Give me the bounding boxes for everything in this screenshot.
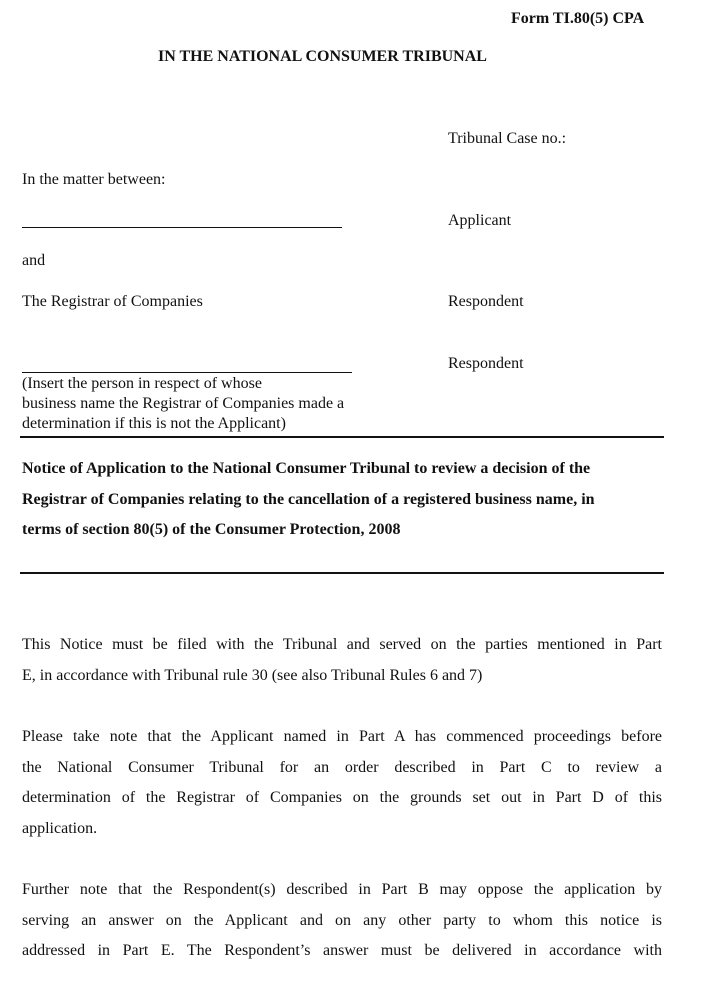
paragraph-line: determination of the Registrar of Companies on the grounds set out in Part D of this (22, 789, 662, 806)
divider-top (20, 436, 664, 438)
paragraph-line: This Notice must be filed with the Tribunal and served on the parties mentioned in Part (22, 636, 662, 653)
paragraph-line: Please take note that the Applicant named in Part A has commenced proceedings before (22, 728, 662, 745)
notice-title (22, 454, 664, 546)
notice-title-line: Notice of Application to the National Consumer Tribunal to review a decision of the (22, 460, 591, 477)
case-number-label: Tribunal Case no.: (448, 130, 567, 147)
paragraph-line: serving an answer on the Applicant and on any other party to whom this notice is (22, 911, 662, 929)
instruction-line: determination if this is not the Applicant) (22, 415, 286, 432)
paragraph-line: application. (22, 819, 98, 837)
instruction-line: (Insert the person in respect of whose (22, 375, 262, 392)
respondent-label: Respondent (448, 293, 524, 310)
paragraph-line: addressed in Part E. The Respondent’s answer must be delivered in accordance with (22, 942, 662, 959)
form-code: Form TI.80(5) CPA (511, 10, 645, 27)
and-label: and (22, 252, 46, 269)
applicant-name-line (22, 227, 342, 228)
divider-bottom (20, 572, 664, 574)
instruction-line: business name the Registrar of Companies made a (22, 395, 345, 412)
paragraph-line: E, in accordance with Tribunal rule 30 (see also Tribunal Rules 6 and 7) (22, 666, 483, 684)
court-title: IN THE NATIONAL CONSUMER TRIBUNAL (158, 48, 487, 65)
filing-instructions-paragraph (22, 630, 662, 691)
paragraph-line: the National Consumer Tribunal for an order described in Part C to review a (22, 758, 662, 776)
proceedings-paragraph (22, 722, 662, 844)
applicant-label: Applicant (448, 212, 512, 229)
second-respondent-label: Respondent (448, 355, 524, 372)
respondent-name: The Registrar of Companies (22, 293, 203, 310)
second-respondent-instruction (22, 374, 422, 434)
matter-label: In the matter between: (22, 171, 166, 188)
notice-title-line: terms of section 80(5) of the Consumer Protection, 2008 (22, 521, 401, 538)
second-respondent-name-line (22, 372, 352, 373)
notice-title-line: Registrar of Companies relating to the cancellation of a registered business name, in (22, 490, 595, 508)
opposition-paragraph (22, 875, 662, 967)
paragraph-line: Further note that the Respondent(s) described in Part B may oppose the application by (22, 881, 662, 898)
